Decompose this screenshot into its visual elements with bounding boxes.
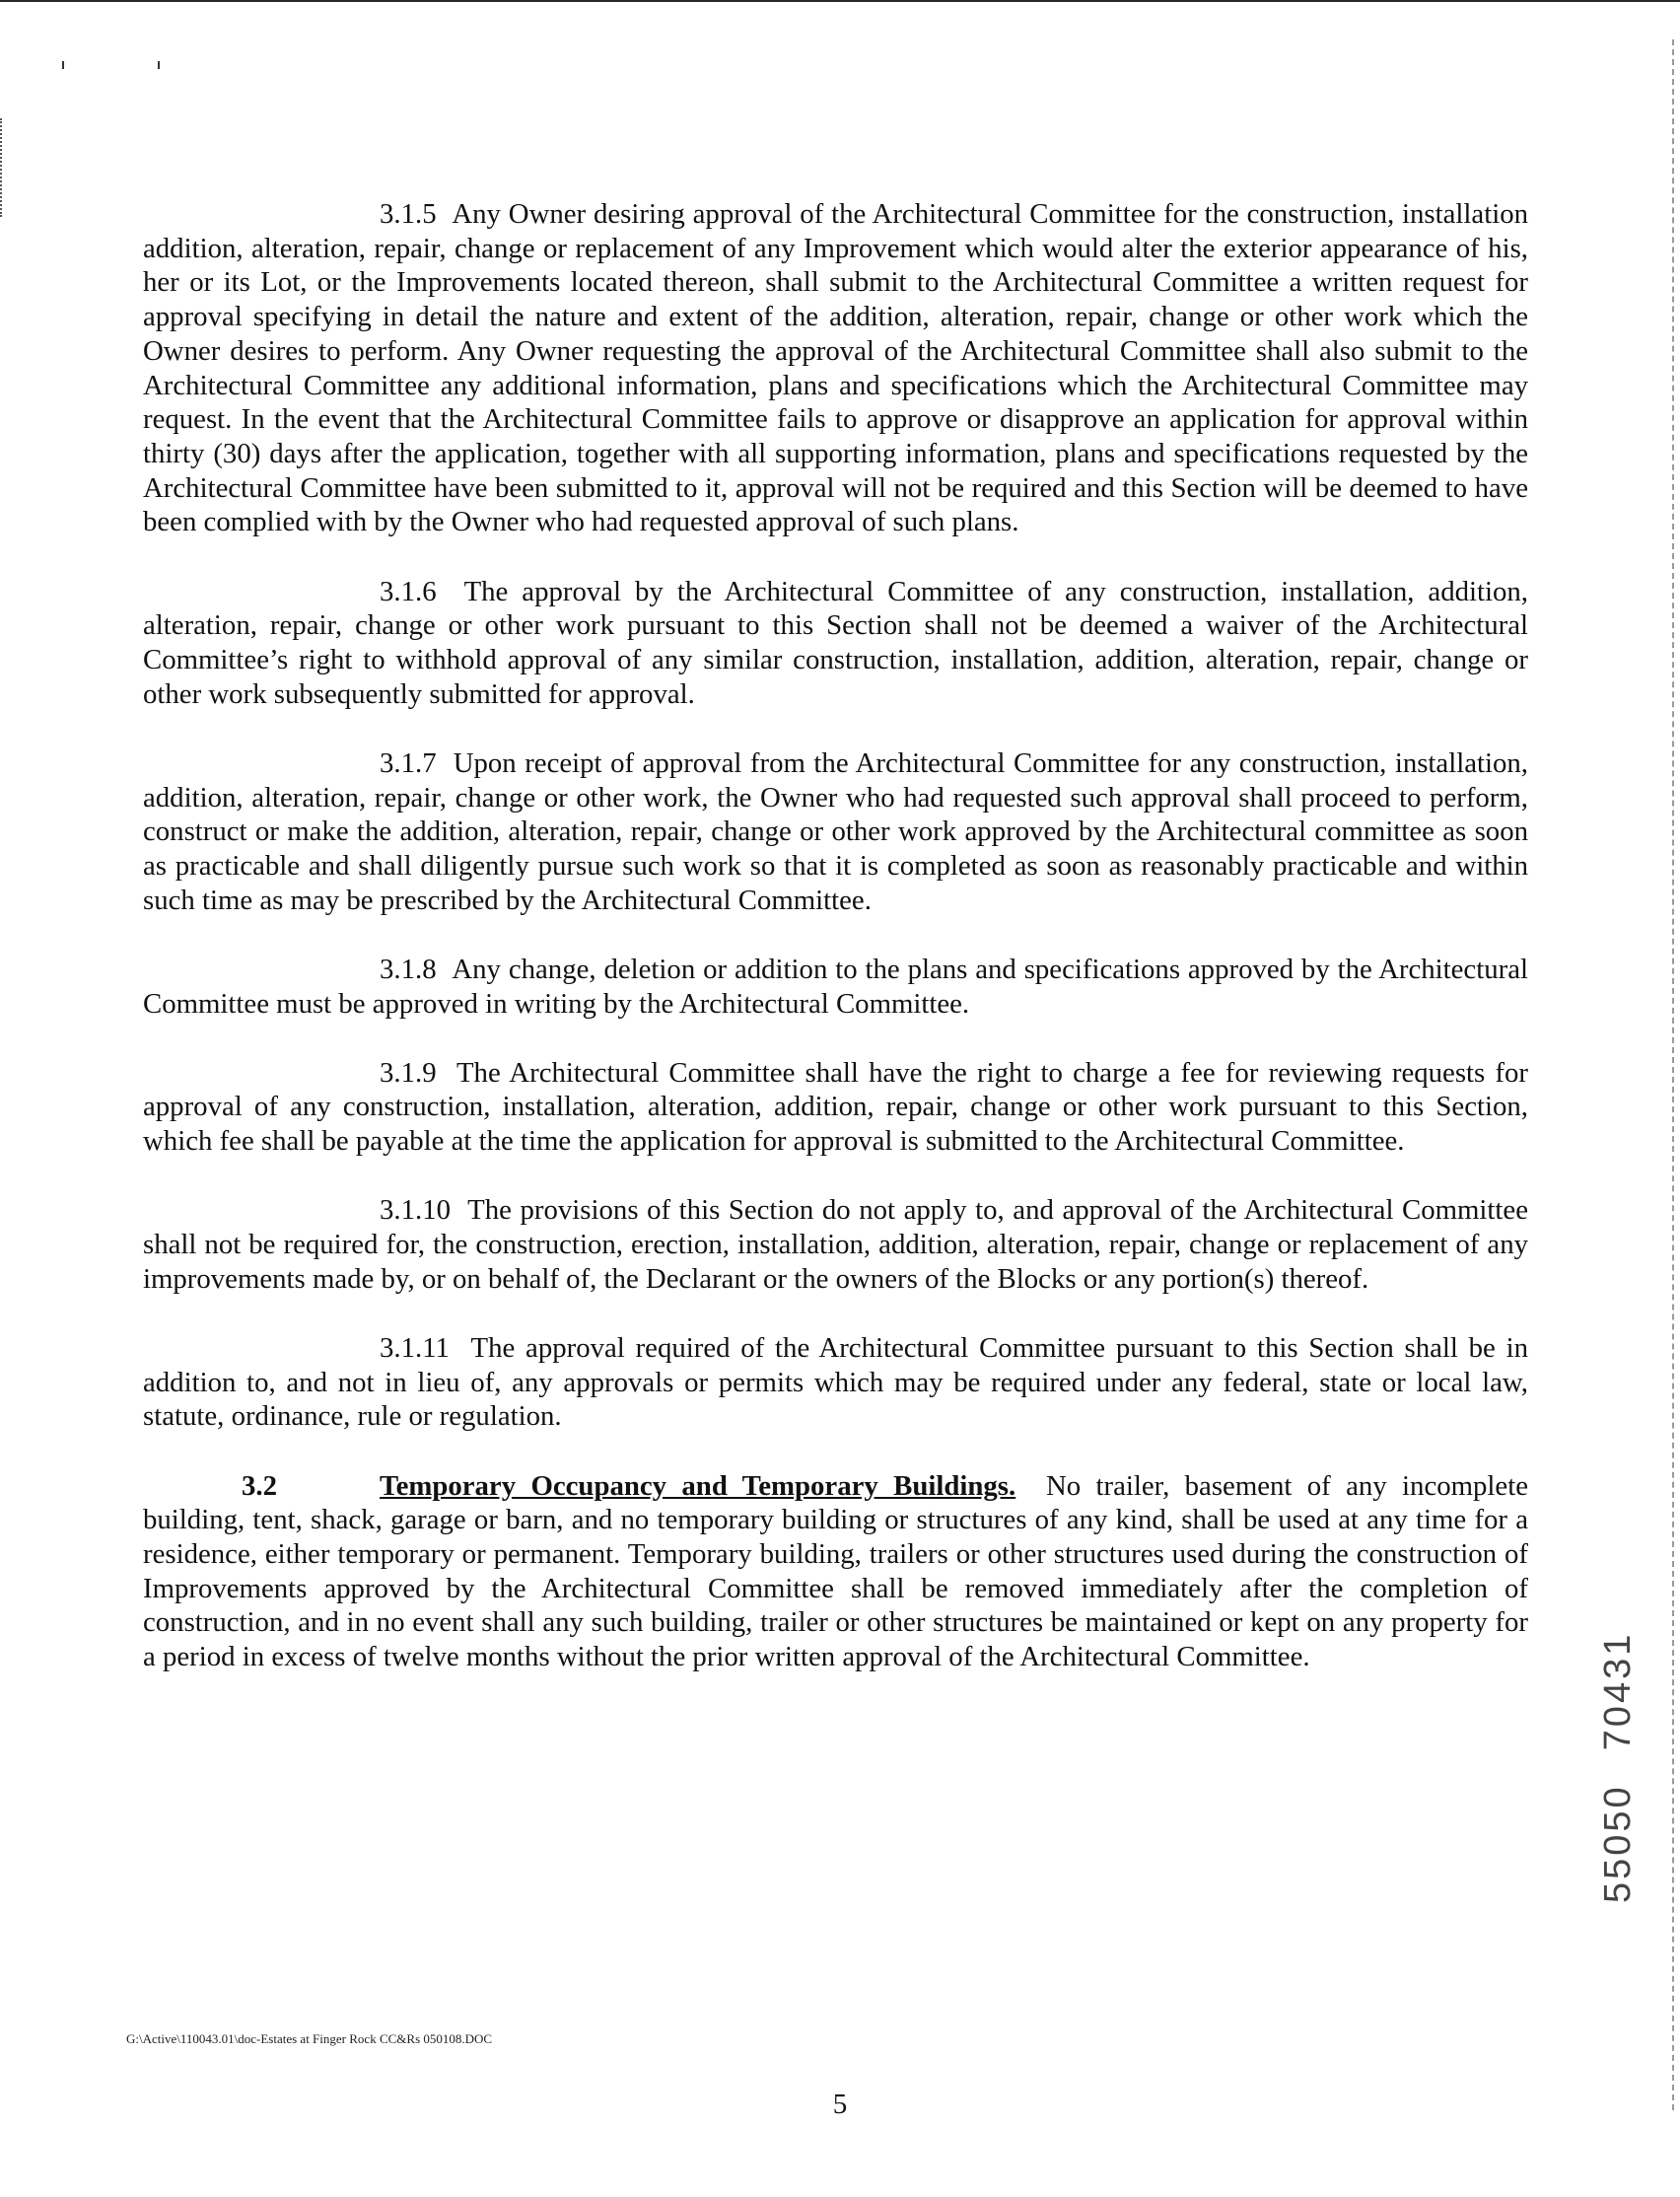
paragraph-text: The provisions of this Section do not apply to, and approval of the Architectural Committee shall not be required for, the construction, erection, installation, addition, alteration, repair, change or replacement of any improvements made by, or on behalf of, the Declarant or the owners of the Blocks or any portion(s) thereof. [143, 1194, 1528, 1295]
section-title: Temporary Occupancy and Temporary Buildings. [380, 1469, 1016, 1502]
recording-stamp-page: 70431 [1597, 1631, 1639, 1751]
section-3-2 [143, 1469, 1528, 1674]
scan-mark [158, 61, 160, 69]
page-number: 5 [832, 2089, 848, 2120]
paragraph-number: 3.1.5 [380, 198, 437, 230]
paragraph-3-1-7 [143, 746, 1528, 918]
paragraph-text: The approval required of the Architectural Committee pursuant to this Section shall be in addition to, and not in lieu of, any approvals or permits which may be required under any federal, state or local law, statute, ordinance, rule or regulation. [143, 1331, 1529, 1433]
section-number: 3.2 [242, 1469, 277, 1502]
paragraph-3-1-9 [143, 1056, 1528, 1159]
paragraph-3-1-11 [143, 1331, 1528, 1434]
scan-left-edge [0, 118, 4, 217]
paragraph-number: 3.1.7 [380, 746, 437, 779]
section-text: No trailer, basement of any incomplete building, tent, shack, garage or barn, and no temporary building or structures of any kind, shall be used at any time for a residence, either temporary or permanent. Temporary building, trailers or other structures used during the construction of Improvements approved by the Architectural Committee shall be removed immediately after the completion of construction, and in no event shall any such building, trailer or other structures be maintained or kept on any property for a period in excess of twelve months without the prior written approval of the Architectural Committee. [143, 1469, 1528, 1673]
paragraph-number: 3.1.11 [380, 1331, 450, 1364]
recording-stamp [1597, 1631, 1639, 1903]
paragraph-text: The approval by the Architectural Committee of any construction, installation, addition, alteration, repair, change or other work pursuant to this Section shall not be deemed a waiver of the Architectural Committee’s right to withhold approval of any similar construction, installation, addition, alteration, repair, change or other work subsequently submitted for approval. [143, 575, 1528, 710]
recording-stamp-docket: 55050 [1597, 1784, 1639, 1903]
paragraph-text: Any Owner desiring approval of the Architectural Committee for the construction, installation addition, alteration, repair, change or replacement of any Improvement which would alter the exterior appearance of his, her or its Lot, or the Improvements located thereon, shall submit to the Architectural Committee a written request for approval specifying in detail the nature and extent of the addition, alteration, repair, change or other work which the Owner desires to perform. Any Owner requesting the approval of the Architectural Committee shall also submit to the Architectural Committee any additional information, plans and specifications which the Architectural Committee may request. In the event that the Architectural Committee fails to approve or disapprove an application for approval within thirty (30) days after the application, together with all supporting information, plans and specifications requested by the Architectural Committee have been submitted to it, approval will not be required and this Section will be deemed to have been complied with by the Owner who had requested approval of such plans. [143, 198, 1528, 538]
scan-right-edge [1672, 39, 1676, 2110]
paragraph-number: 3.1.9 [380, 1056, 437, 1089]
paragraph-number: 3.1.8 [380, 953, 437, 985]
paragraph-number: 3.1.10 [380, 1194, 451, 1227]
document-body [143, 197, 1528, 1709]
scan-top-border [0, 0, 1680, 2]
paragraph-3-1-10 [143, 1193, 1528, 1296]
scan-mark [62, 61, 64, 69]
paragraph-number: 3.1.6 [380, 575, 437, 607]
paragraph-text: Any change, deletion or addition to the plans and specifications approved by the Architectural Committee must be approved in writing by the Architectural Committee. [143, 953, 1528, 1020]
paragraph-text: The Architectural Committee shall have the right to charge a fee for reviewing requests for approval of any construction, installation, alteration, addition, repair, change or other work pursuant to this Section, which fee shall be payable at the time the application for approval is submitted to the Architectural Committee. [143, 1056, 1528, 1158]
footer-file-path: G:\Active\110043.01\doc-Estates at Finger Rock CC&Rs 050108.DOC [126, 2031, 493, 2046]
paragraph-3-1-6 [143, 575, 1528, 712]
paragraph-3-1-5 [143, 197, 1528, 539]
paragraph-text: Upon receipt of approval from the Architectural Committee for any construction, installation, addition, alteration, repair, change or other work, the Owner who had requested such approval shall proceed to perform, construct or make the addition, alteration, repair, change or other work approved by the Architectural committee as soon as practicable and shall diligently pursue such work so that it is completed as soon as reasonably practicable and within such time as may be prescribed by the Architectural Committee. [143, 746, 1528, 916]
paragraph-3-1-8 [143, 953, 1528, 1021]
